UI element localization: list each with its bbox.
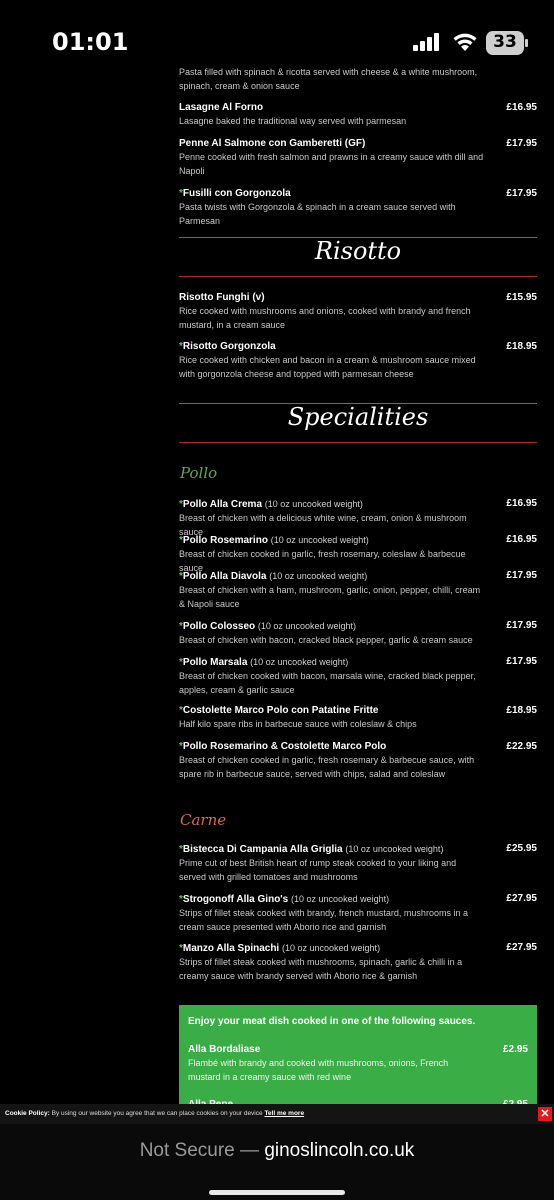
menu-item — [179, 101, 537, 129]
menu-item-price: £17.95 — [506, 188, 537, 199]
menu-item-price: £16.95 — [506, 102, 537, 113]
menu-item-name — [179, 187, 537, 201]
cookie-label: Cookie Policy: — [5, 1110, 50, 1117]
menu-item-description: Strips of fillet steak cooked with brandy, french mustard, mushrooms in a cream sauce presented with Aborio rice and garnish — [179, 908, 468, 932]
menu-item-description: Half kilo spare ribs in barbecue sauce with coleslaw & chips — [179, 719, 417, 729]
cellular-signal-icon — [413, 33, 441, 51]
menu-item-description: Strips of fillet steak cooked with mushrooms, spinach, garlic & chilli in a creamy sauce with brandy served with Aborio rice & garnish — [179, 957, 463, 981]
menu-item-description: Breast of chicken with bacon, cracked black pepper, garlic & cream sauce — [179, 635, 473, 645]
menu-item — [179, 892, 537, 934]
star-marker: * — [179, 341, 183, 352]
clock: 01:01 — [52, 28, 129, 56]
star-marker: * — [179, 499, 183, 510]
item-title: Penne Al Salmone con Gamberetti (GF) — [179, 138, 366, 149]
sauce-price: £2.95 — [502, 1044, 528, 1055]
menu-item-name — [179, 569, 537, 584]
item-title: Pollo Alla Crema — [182, 499, 263, 510]
item-title: Bistecca Di Campania Alla Griglia — [182, 844, 343, 855]
menu-item-price: £27.95 — [506, 893, 537, 904]
cookie-text-container — [5, 1104, 304, 1124]
menu-item — [179, 704, 537, 732]
home-indicator[interactable] — [209, 1190, 345, 1195]
security-label: Not Secure — — [139, 1140, 260, 1161]
menu-item — [179, 655, 537, 697]
menu-item-name — [179, 340, 537, 354]
star-marker: * — [179, 621, 183, 632]
menu-item-name — [179, 655, 537, 670]
menu-item-price: £22.95 — [506, 741, 537, 752]
item-weight: (10 oz uncooked weight) — [264, 499, 363, 509]
address-bar[interactable] — [0, 1140, 554, 1162]
item-weight: (10 oz uncooked weight) — [269, 571, 368, 581]
item-title: Pollo Alla Diavola — [182, 571, 267, 582]
menu-item-price: £18.95 — [506, 705, 537, 716]
menu-item-price: £17.95 — [506, 570, 537, 581]
cookie-banner — [0, 1104, 554, 1124]
menu-item-name — [179, 704, 537, 718]
menu-item — [179, 842, 537, 884]
url-domain: ginoslincoln.co.uk — [264, 1140, 415, 1161]
item-weight: (10 oz uncooked weight) — [250, 657, 349, 667]
close-icon[interactable]: ✕ — [538, 1107, 552, 1121]
star-marker: * — [179, 844, 183, 855]
star-marker: * — [179, 657, 183, 668]
menu-item — [179, 187, 537, 228]
menu-item — [179, 941, 537, 983]
menu-item-price: £27.95 — [506, 942, 537, 953]
item-title: Pollo Colosseo — [182, 621, 256, 632]
sauce-name: Alla Bordaliase — [188, 1044, 261, 1055]
sauces-heading: Enjoy your meat dish cooked in one of the following sauces. — [188, 1016, 476, 1027]
menu-item-price: £16.95 — [506, 498, 537, 509]
star-marker: * — [179, 188, 183, 199]
item-weight: (10 oz uncooked weight) — [291, 894, 390, 904]
battery-icon — [486, 31, 528, 55]
menu-item — [179, 66, 537, 93]
menu-item-price: £17.95 — [506, 620, 537, 631]
divider-red — [179, 442, 537, 443]
menu-item-description: Breast of chicken cooked with bacon, marsala wine, cracked black pepper, apples, cream & garlic sauce — [179, 671, 476, 695]
battery-level: 33 — [493, 32, 517, 52]
menu-item-name — [179, 497, 537, 512]
menu-item-price: £18.95 — [506, 341, 537, 352]
section-title-specialities: Specialities — [287, 403, 429, 431]
menu-item-name — [179, 101, 537, 115]
menu-item-description: Penne cooked with fresh salmon and prawns in a creamy sauce with dill and Napoli — [179, 152, 484, 176]
menu-item-description: Breast of chicken cooked in garlic, fresh rosemary & barbecue sauce, with spare rib in barbecue sauce, served with chips, salad and coleslaw — [179, 755, 475, 779]
menu-item-name — [179, 941, 537, 956]
item-title: Costolette Marco Polo con Patatine Fritte — [182, 705, 379, 716]
item-weight: (10 oz uncooked weight) — [282, 943, 381, 953]
cookie-message: By using our website you agree that we can place cookies on your device — [51, 1110, 263, 1117]
menu-item-price: £17.95 — [506, 656, 537, 667]
star-marker: * — [179, 535, 183, 546]
star-marker: * — [179, 741, 183, 752]
star-marker: * — [179, 705, 183, 716]
cookie-more-link[interactable]: Tell me more — [264, 1110, 305, 1117]
menu-item-description: Lasagne baked the traditional way served with parmesan — [179, 116, 407, 126]
sauces-panel — [179, 1005, 537, 1115]
menu-item — [179, 569, 537, 611]
item-title: Pollo Rosemarino & Costolette Marco Polo — [182, 741, 387, 752]
item-title: Strogonoff Alla Gino's — [182, 894, 289, 905]
item-weight: (10 oz uncooked weight) — [257, 621, 356, 631]
star-marker: * — [179, 571, 183, 582]
menu-item-description: Breast of chicken with a delicious white wine, cream, onion & mushroom sauce — [179, 513, 467, 537]
item-title: Lasagne Al Forno — [179, 102, 264, 113]
menu-item-price: £15.95 — [506, 292, 537, 303]
menu-item-name — [179, 291, 537, 305]
wifi-icon — [452, 30, 478, 52]
menu-item-name — [179, 740, 537, 754]
menu-item-description: Breast of chicken cooked in garlic, fresh rosemary, coleslaw & barbecue sauce — [179, 549, 466, 573]
menu-item-name — [179, 619, 537, 634]
menu-item-name — [179, 137, 537, 151]
subsection-title-carne: Carne — [180, 811, 227, 829]
menu-item-name — [179, 842, 537, 857]
menu-item-price: £16.95 — [506, 534, 537, 545]
item-title: Manzo Alla Spinachi — [182, 943, 280, 954]
menu-item — [179, 619, 537, 648]
item-title: Pollo Rosemarino — [182, 535, 268, 546]
item-weight: (10 oz uncooked weight) — [345, 844, 444, 854]
menu-item-description: Prime cut of best British heart of rump steak cooked to your liking and served with grilled tomatoes and mushrooms — [179, 858, 457, 882]
menu-item — [179, 340, 537, 381]
item-title: Risotto Funghi (v) — [179, 292, 265, 303]
subsection-title-pollo: Pollo — [180, 464, 218, 482]
item-title: Risotto Gorgonzola — [182, 341, 276, 352]
menu-item-price: £25.95 — [506, 843, 537, 854]
star-marker: * — [179, 894, 183, 905]
menu-item — [179, 291, 537, 332]
menu-item-name — [179, 533, 537, 548]
divider-red — [179, 276, 537, 277]
section-title-risotto: Risotto — [314, 237, 402, 265]
item-weight: (10 oz uncooked weight) — [270, 535, 369, 545]
menu-item — [179, 137, 537, 178]
menu-item-description: Rice cooked with chicken and bacon in a cream & mushroom sauce mixed with gorgonzola cheese and topped with parmesan cheese — [179, 355, 476, 379]
menu-item-description: Rice cooked with mushrooms and onions, cooked with brandy and french mustard, in a cream sauce — [179, 306, 471, 330]
item-title: Pollo Marsala — [182, 657, 248, 668]
menu-item-description: Breast of chicken with a ham, mushroom, garlic, onion, pepper, chilli, cream & Napoli sauce — [179, 585, 481, 609]
menu-item — [179, 740, 537, 781]
star-marker: * — [179, 943, 183, 954]
item-title: Fusilli con Gorgonzola — [182, 188, 291, 199]
menu-item-description: Pasta filled with spinach & ricotta served with cheese & a white mushroom, spinach, cream & onion sauce — [179, 67, 478, 91]
sauce-description: Flambé with brandy and cooked with mushrooms, onions, French mustard in a creamy sauce with red wine — [188, 1058, 449, 1082]
menu-item-price: £17.95 — [506, 138, 537, 149]
browser-toolbar — [0, 1124, 554, 1200]
menu-item-name — [179, 892, 537, 907]
menu-item-description: Pasta twists with Gorgonzola & spinach in a cream sauce served with Parmesan — [179, 202, 456, 226]
